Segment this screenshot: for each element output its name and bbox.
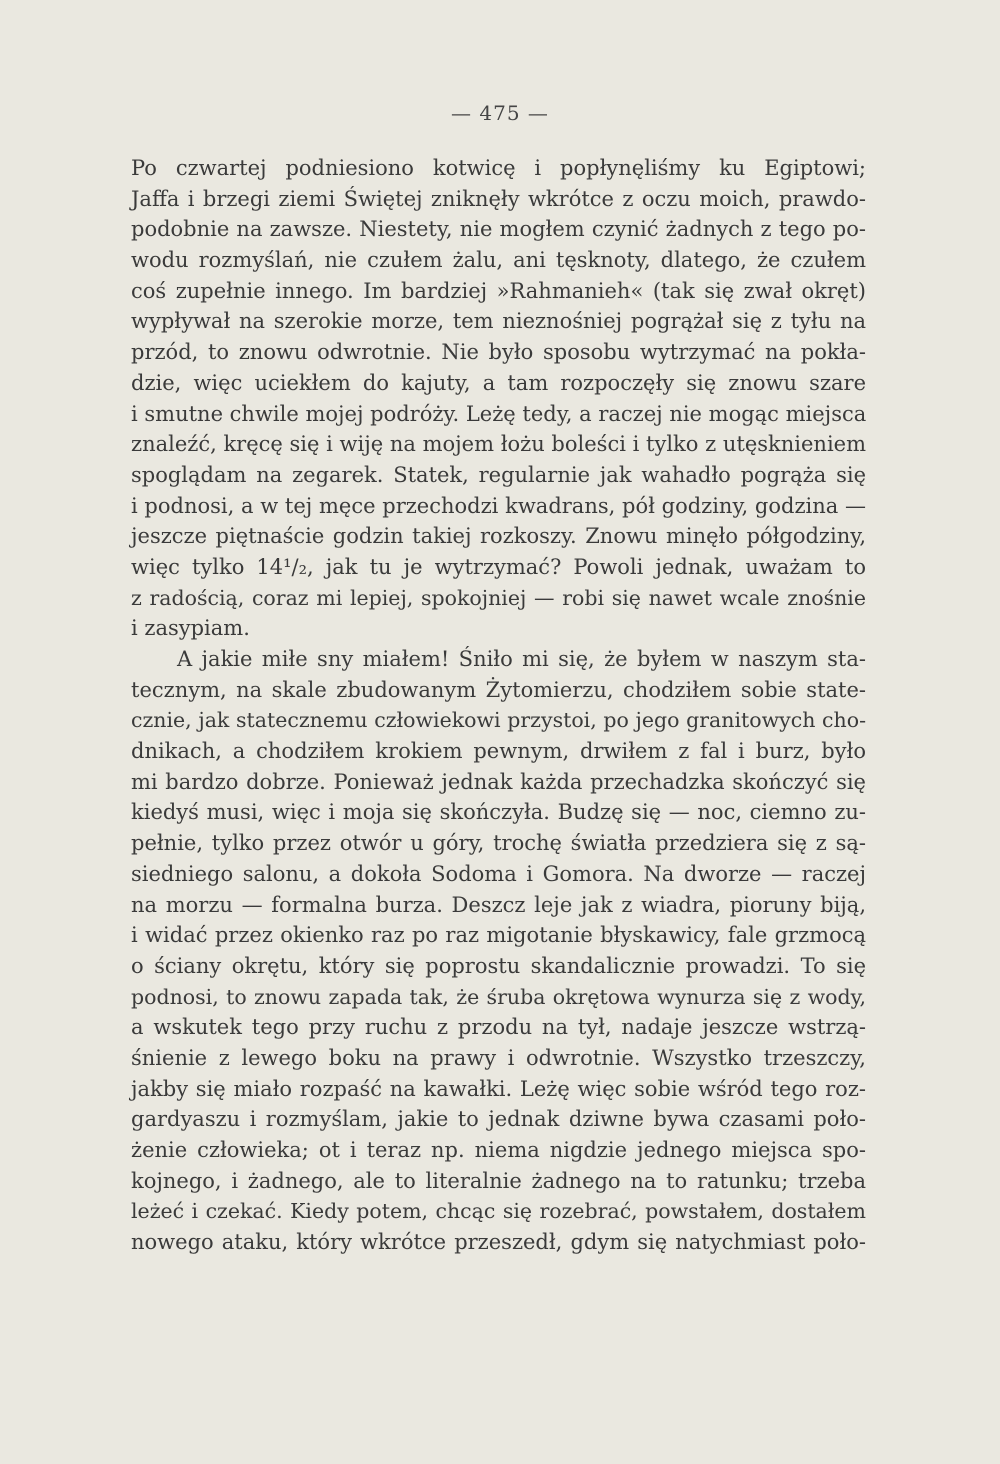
paragraph-1 [131, 153, 866, 644]
paragraph-2 [131, 644, 866, 1258]
text-line: cznie, jak statecznemu człowiekowi przystoi, po jego granitowych cho- [131, 708, 866, 733]
text-line: mi bardzo dobrze. Ponieważ jednak każda przechadzka skończyć się [131, 769, 866, 794]
text-line: dnikach, a chodziłem krokiem pewnym, drwiłem z fal i burz, było [131, 739, 866, 764]
text-line: tecznym, na skale zbudowanym Żytomierzu, chodziłem sobie state- [131, 677, 866, 702]
body-text [131, 153, 866, 1258]
text-line: na morzu — formalna burza. Deszcz leje jak z wiadra, pioruny biją, [131, 892, 866, 917]
text-line: i zasypiam. [131, 616, 250, 641]
text-line: znaleźć, kręcę się i wiję na mojem łożu boleści i tylko z utęsknieniem [131, 432, 866, 457]
text-line: pełnie, tylko przez otwór u góry, trochę światła przedziera się z są- [131, 831, 866, 856]
text-line: leżeć i czekać. Kiedy potem, chcąc się rozebrać, powstałem, dostałem [131, 1199, 866, 1224]
text-line: jakby się miało rozpaść na kawałki. Leżę więc sobie wśród tego roz- [131, 1076, 866, 1101]
text-line: żenie człowieka; ot i teraz np. niema nigdzie jednego miejsca spo- [131, 1138, 866, 1162]
text-line: siedniego salonu, a dokoła Sodoma i Gomora. Na dworze — raczej [131, 861, 866, 886]
text-line: więc tylko 14¹/₂, jak tu je wytrzymać? Powoli jednak, uważam to [131, 554, 866, 579]
text-line: jeszcze piętnaście godzin takiej rozkoszy. Znowu minęło półgodziny, [131, 524, 866, 549]
text-line: i podnosi, a w tej męce przechodzi kwadrans, pół godziny, godzina — [131, 493, 866, 518]
text-line: gardyaszu i rozmyślam, jakie to jednak dziwne bywa czasami poło- [131, 1107, 866, 1132]
text-line: nowego ataku, który wkrótce przeszedł, gdym się natychmiast poło- [131, 1230, 866, 1255]
text-line: z radością, coraz mi lepiej, spokojniej — robi się nawet wcale znośnie [131, 585, 866, 610]
text-line: a wskutek tego przy ruchu z przodu na tył, nadaje jeszcze wstrzą- [131, 1015, 866, 1040]
text-line: wypływał na szerokie morze, tem nieznośniej pogrążał się z tyłu na [131, 309, 866, 334]
text-line: kojnego, i żadnego, ale to literalnie żadnego na to ratunku; trzeba [131, 1168, 866, 1193]
text-line: podnosi, to znowu zapada tak, że śruba okrętowa wynurza się z wody, [131, 984, 866, 1009]
text-line: i widać przez okienko raz po raz migotanie błyskawicy, fale grzmocą [131, 923, 866, 948]
text-line: Po czwartej podniesiono kotwicę i popłynęliśmy ku Egiptowi; [131, 156, 866, 180]
text-line: kiedyś musi, więc i moja się skończyła. Budzę się — noc, ciemno zu- [131, 800, 866, 825]
text-line: przód, to znowu odwrotnie. Nie było sposobu wytrzymać na pokła- [131, 340, 866, 365]
text-line: i smutne chwile mojej podróży. Leżę tedy, a raczej nie mogąc miejsca [131, 401, 867, 426]
text-line: A jakie miłe sny miałem! Śniło mi się, że byłem w naszym sta- [177, 647, 866, 671]
text-line: wodu rozmyślań, nie czułem żalu, ani tęsknoty, dlatego, że czułem [131, 248, 866, 273]
text-line: spoglądam na zegarek. Statek, regularnie jak wahadło pogrąża się [131, 462, 866, 487]
text-line: coś zupełnie innego. Im bardziej »Rahmanieh« (tak się zwał okręt) [131, 278, 866, 303]
text-line: Jaffa i brzegi ziemi Świętej zniknęły wkrótce z oczu moich, prawdo- [131, 186, 866, 211]
text-line: śnienie z lewego boku na prawy i odwrotnie. Wszystko trzeszczy, [131, 1045, 866, 1070]
text-line: dzie, więc uciekłem do kajuty, a tam rozpoczęły się znowu szare [131, 370, 866, 395]
page-number: — 475 — [451, 101, 549, 125]
text-line: o ściany okrętu, który się poprostu skandalicznie prowadzi. To się [131, 953, 866, 978]
text-line: podobnie na zawsze. Niestety, nie mogłem czynić żadnych z tego po- [131, 217, 866, 242]
